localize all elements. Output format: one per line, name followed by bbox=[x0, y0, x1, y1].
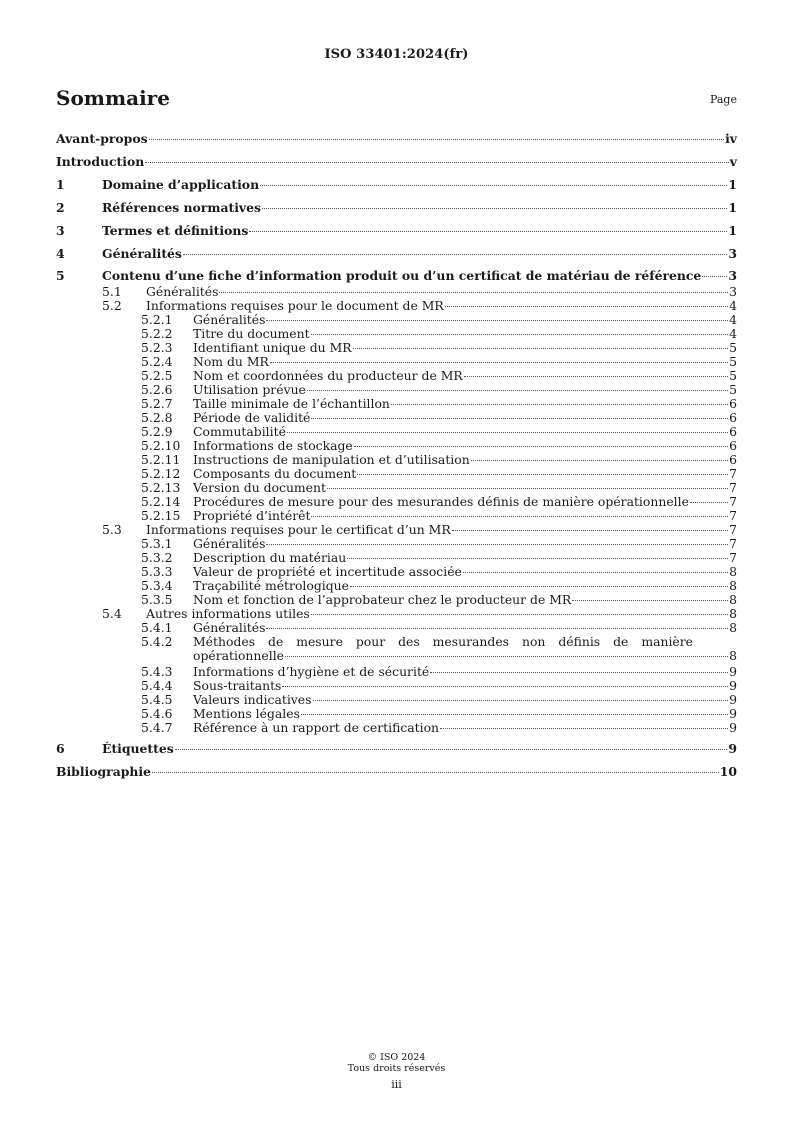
rights-notice: Tous droits réservés bbox=[347, 1063, 446, 1074]
toc-entry-5-2-11[interactable]: 5.2.11 Instructions de manipulation et d’utilisation 6 bbox=[141, 452, 737, 467]
toc-entry-introduction[interactable]: Introduction v bbox=[56, 154, 737, 169]
table-of-contents bbox=[56, 129, 737, 785]
toc-entry-5-4-5[interactable]: 5.4.5 Valeurs indicatives 9 bbox=[141, 692, 737, 707]
toc-entry-5-2-7[interactable]: 5.2.7 Taille minimale de l’échantillon 6 bbox=[141, 396, 737, 411]
toc-entry-5-1[interactable]: 5.1 Généralités 3 bbox=[102, 284, 737, 299]
toc-entry-5-2-12[interactable]: 5.2.12 Composants du document 7 bbox=[141, 466, 737, 481]
toc-entry-5-3-4[interactable]: 5.3.4 Traçabilité métrologique 8 bbox=[141, 578, 737, 593]
toc-entry-bibliography[interactable]: Bibliographie 10 bbox=[56, 764, 737, 779]
page-number: iii bbox=[391, 1078, 402, 1091]
copyright-notice: © ISO 2024 bbox=[367, 1052, 426, 1063]
page-title: Sommaire bbox=[56, 86, 170, 110]
toc-entry-5-4-4[interactable]: 5.4.4 Sous-traitants 9 bbox=[141, 678, 737, 693]
toc-entry-5-3[interactable]: 5.3 Informations requises pour le certificat d’un MR 7 bbox=[102, 522, 737, 537]
toc-entry-clause-2[interactable]: 2 Références normatives 1 bbox=[56, 200, 737, 215]
toc-entry-5-3-5[interactable]: 5.3.5 Nom et fonction de l’approbateur chez le producteur de MR 8 bbox=[141, 592, 737, 607]
toc-entry-5-2-3[interactable]: 5.2.3 Identifiant unique du MR 5 bbox=[141, 340, 737, 355]
toc-entry-clause-4[interactable]: 4 Généralités 3 bbox=[56, 246, 737, 261]
toc-entry-5-4-2[interactable]: 5.4.2 Méthodes de mesure pour des mesurandes non définis de manière opérationnelle 8 bbox=[141, 634, 737, 663]
toc-entry-5-2-10[interactable]: 5.2.10 Informations de stockage 6 bbox=[141, 438, 737, 453]
toc-entry-5-2-5[interactable]: 5.2.5 Nom et coordonnées du producteur de MR 5 bbox=[141, 368, 737, 383]
toc-entry-clause-6[interactable]: 6 Étiquettes 9 bbox=[56, 741, 737, 756]
toc-entry-clause-5[interactable]: 5 Contenu d’une fiche d’information produit ou d’un certificat de matériau de référence 3 bbox=[56, 268, 737, 283]
toc-entry-5-2-14[interactable]: 5.2.14 Procédures de mesure pour des mesurandes définis de manière opérationnelle 7 bbox=[141, 494, 737, 509]
toc-entry-5-3-1[interactable]: 5.3.1 Généralités 7 bbox=[141, 536, 737, 551]
toc-entry-5-3-3[interactable]: 5.3.3 Valeur de propriété et incertitude associée 8 bbox=[141, 564, 737, 579]
toc-entry-clause-3[interactable]: 3 Termes et définitions 1 bbox=[56, 223, 737, 238]
toc-entry-5-2-15[interactable]: 5.2.15 Propriété d’intérêt 7 bbox=[141, 508, 737, 523]
document-header: ISO 33401:2024(fr) bbox=[324, 47, 469, 62]
toc-entry-5-2-2[interactable]: 5.2.2 Titre du document 4 bbox=[141, 326, 737, 341]
toc-entry-5-2-9[interactable]: 5.2.9 Commutabilité 6 bbox=[141, 424, 737, 439]
toc-entry-5-2[interactable]: 5.2 Informations requises pour le document de MR 4 bbox=[102, 298, 737, 313]
toc-entry-clause-1[interactable]: 1 Domaine d’application 1 bbox=[56, 177, 737, 192]
toc-entry-5-2-13[interactable]: 5.2.13 Version du document 7 bbox=[141, 480, 737, 495]
toc-entry-5-2-1[interactable]: 5.2.1 Généralités 4 bbox=[141, 312, 737, 327]
toc-entry-5-4-7[interactable]: 5.4.7 Référence à un rapport de certification 9 bbox=[141, 720, 737, 735]
toc-entry-5-2-8[interactable]: 5.2.8 Période de validité 6 bbox=[141, 410, 737, 425]
toc-entry-5-3-2[interactable]: 5.3.2 Description du matériau 7 bbox=[141, 550, 737, 565]
toc-entry-5-4[interactable]: 5.4 Autres informations utiles 8 bbox=[102, 606, 737, 621]
toc-entry-5-4-1[interactable]: 5.4.1 Généralités 8 bbox=[141, 620, 737, 635]
toc-entry-5-4-3[interactable]: 5.4.3 Informations d’hygiène et de sécurité 9 bbox=[141, 664, 737, 679]
page-column-label: Page bbox=[709, 93, 737, 106]
toc-entry-5-2-6[interactable]: 5.2.6 Utilisation prévue 5 bbox=[141, 382, 737, 397]
toc-entry-5-4-6[interactable]: 5.4.6 Mentions légales 9 bbox=[141, 706, 737, 721]
toc-entry-5-2-4[interactable]: 5.2.4 Nom du MR 5 bbox=[141, 354, 737, 369]
page-footer bbox=[0, 1052, 793, 1090]
toc-entry-avant-propos[interactable]: Avant-propos iv bbox=[56, 131, 737, 146]
